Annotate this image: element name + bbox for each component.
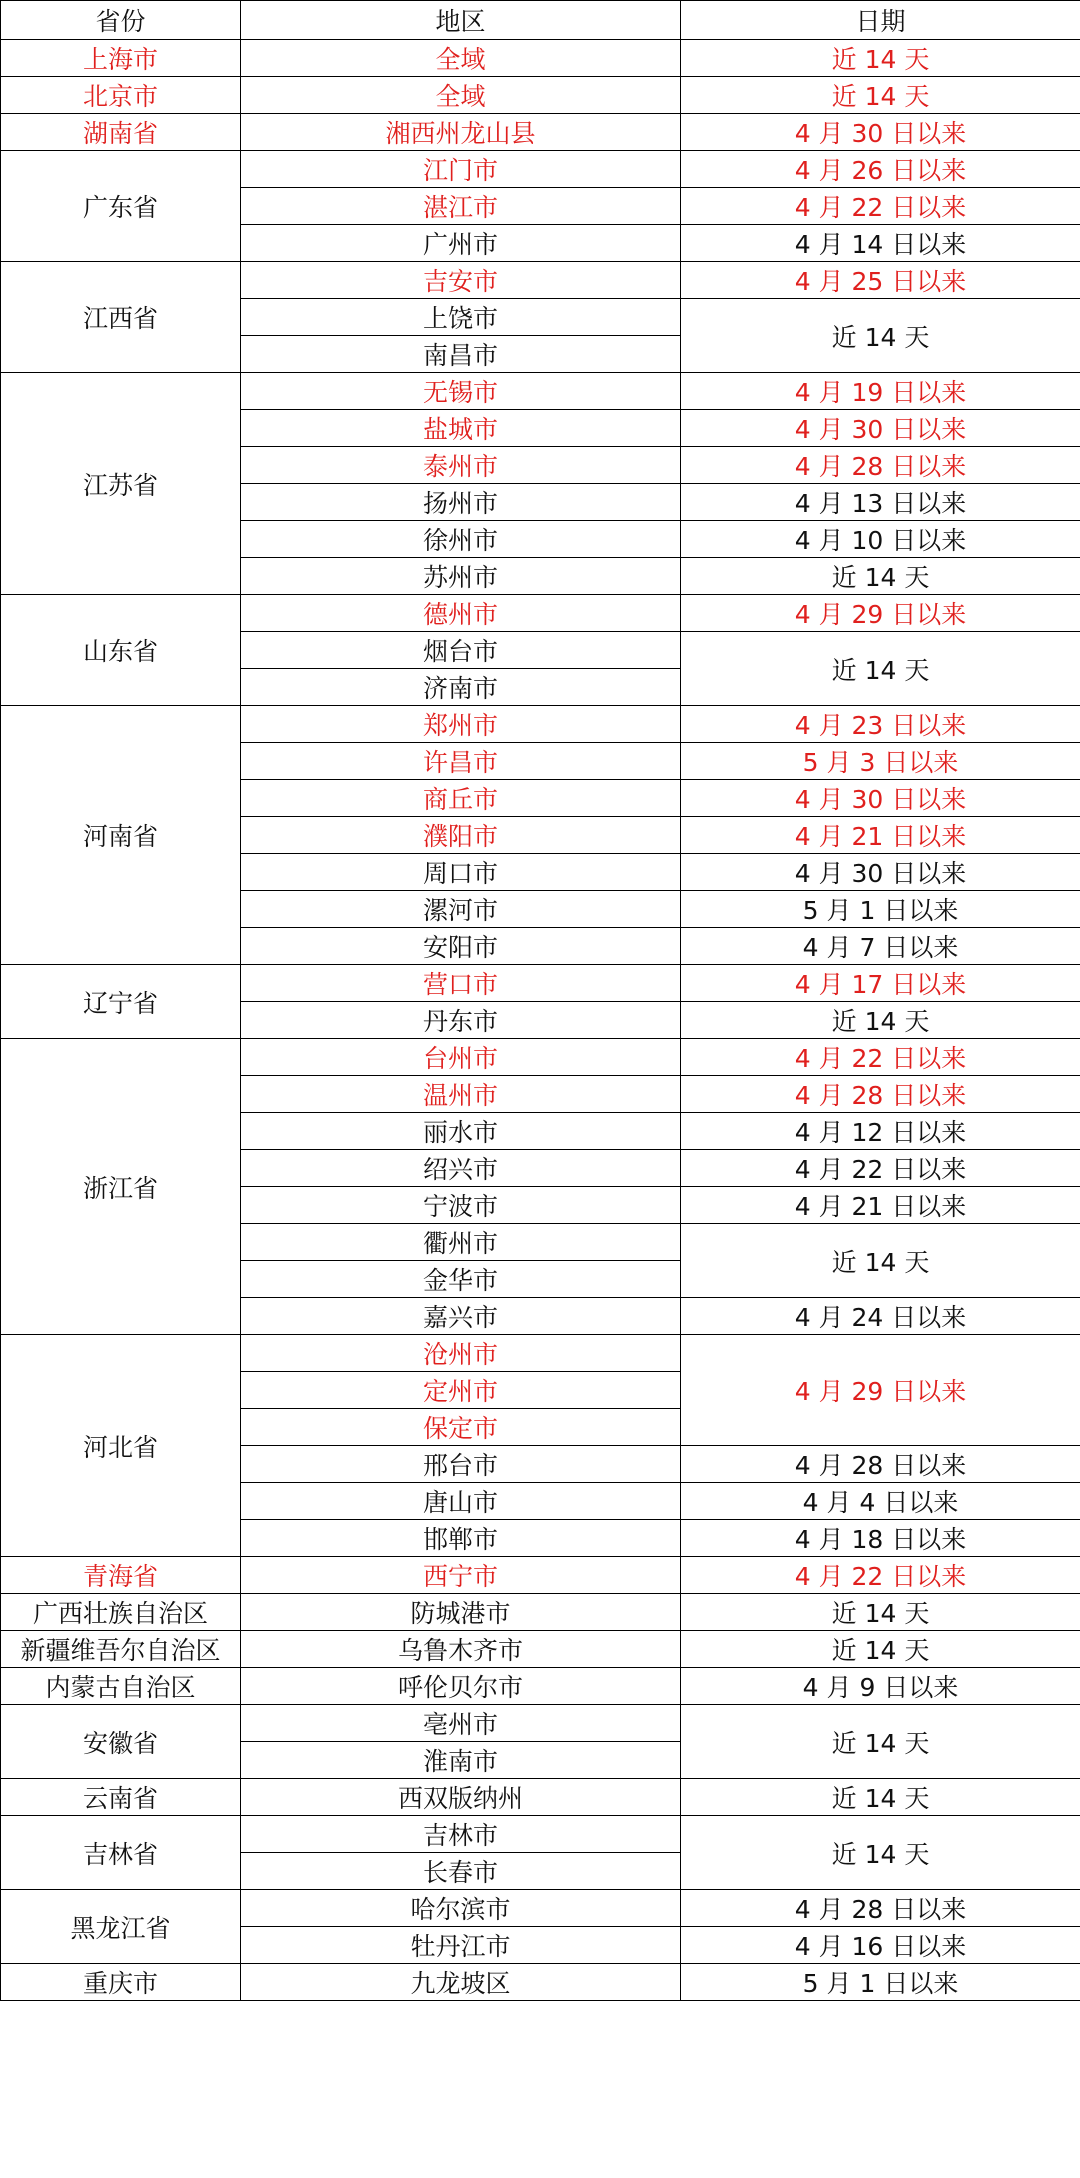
area-cell: 长春市 xyxy=(241,1853,681,1890)
area-cell: 苏州市 xyxy=(241,558,681,595)
table-row xyxy=(1,1335,1080,1372)
date-cell: 4 月 23 日以来 xyxy=(681,706,1080,743)
date-cell: 近 14 天 xyxy=(681,77,1080,114)
area-cell: 泰州市 xyxy=(241,447,681,484)
date-cell: 4 月 30 日以来 xyxy=(681,780,1080,817)
date-cell: 4 月 22 日以来 xyxy=(681,1557,1080,1594)
date-cell: 4 月 30 日以来 xyxy=(681,854,1080,891)
header-province: 省份 xyxy=(1,1,241,40)
province-cell: 重庆市 xyxy=(1,1964,241,2001)
area-cell: 吉林市 xyxy=(241,1816,681,1853)
area-cell: 唐山市 xyxy=(241,1483,681,1520)
area-cell: 乌鲁木齐市 xyxy=(241,1631,681,1668)
province-cell: 广西壮族自治区 xyxy=(1,1594,241,1631)
province-cell: 云南省 xyxy=(1,1779,241,1816)
date-cell: 4 月 16 日以来 xyxy=(681,1927,1080,1964)
date-cell: 4 月 28 日以来 xyxy=(681,447,1080,484)
area-cell: 扬州市 xyxy=(241,484,681,521)
table-row xyxy=(1,965,1080,1002)
date-cell: 4 月 29 日以来 xyxy=(681,595,1080,632)
area-cell: 无锡市 xyxy=(241,373,681,410)
area-cell: 温州市 xyxy=(241,1076,681,1113)
table-header xyxy=(1,1,1080,40)
table-row xyxy=(1,1890,1080,1927)
area-cell: 郑州市 xyxy=(241,706,681,743)
date-cell: 4 月 17 日以来 xyxy=(681,965,1080,1002)
area-cell: 江门市 xyxy=(241,151,681,188)
date-cell: 近 14 天 xyxy=(681,1224,1080,1298)
table-row xyxy=(1,151,1080,188)
date-cell: 4 月 22 日以来 xyxy=(681,1150,1080,1187)
province-cell: 浙江省 xyxy=(1,1039,241,1335)
table-row xyxy=(1,1557,1080,1594)
area-cell: 西宁市 xyxy=(241,1557,681,1594)
date-cell: 4 月 28 日以来 xyxy=(681,1446,1080,1483)
date-cell: 近 14 天 xyxy=(681,1705,1080,1779)
table-row xyxy=(1,77,1080,114)
area-cell: 保定市 xyxy=(241,1409,681,1446)
date-cell: 近 14 天 xyxy=(681,299,1080,373)
area-cell: 商丘市 xyxy=(241,780,681,817)
area-cell: 湛江市 xyxy=(241,188,681,225)
date-cell: 近 14 天 xyxy=(681,632,1080,706)
area-cell: 西双版纳州 xyxy=(241,1779,681,1816)
area-cell: 嘉兴市 xyxy=(241,1298,681,1335)
table-row xyxy=(1,1964,1080,2001)
date-cell: 4 月 30 日以来 xyxy=(681,114,1080,151)
area-cell: 衢州市 xyxy=(241,1224,681,1261)
area-cell: 济南市 xyxy=(241,669,681,706)
area-cell: 周口市 xyxy=(241,854,681,891)
table-row xyxy=(1,373,1080,410)
province-cell: 河北省 xyxy=(1,1335,241,1557)
area-cell: 安阳市 xyxy=(241,928,681,965)
province-cell: 河南省 xyxy=(1,706,241,965)
area-cell: 许昌市 xyxy=(241,743,681,780)
area-cell: 邯郸市 xyxy=(241,1520,681,1557)
province-cell: 吉林省 xyxy=(1,1816,241,1890)
area-cell: 丽水市 xyxy=(241,1113,681,1150)
area-cell: 台州市 xyxy=(241,1039,681,1076)
province-cell: 上海市 xyxy=(1,40,241,77)
date-cell: 近 14 天 xyxy=(681,1002,1080,1039)
date-cell: 近 14 天 xyxy=(681,1816,1080,1890)
area-cell: 呼伦贝尔市 xyxy=(241,1668,681,1705)
area-cell: 德州市 xyxy=(241,595,681,632)
table-row xyxy=(1,595,1080,632)
header-area: 地区 xyxy=(241,1,681,40)
table-row xyxy=(1,1779,1080,1816)
date-cell: 4 月 12 日以来 xyxy=(681,1113,1080,1150)
date-cell: 4 月 22 日以来 xyxy=(681,1039,1080,1076)
table-row xyxy=(1,706,1080,743)
date-cell: 4 月 24 日以来 xyxy=(681,1298,1080,1335)
date-cell: 4 月 22 日以来 xyxy=(681,188,1080,225)
province-cell: 辽宁省 xyxy=(1,965,241,1039)
table-row xyxy=(1,114,1080,151)
date-cell: 4 月 29 日以来 xyxy=(681,1335,1080,1446)
date-cell: 5 月 3 日以来 xyxy=(681,743,1080,780)
date-cell: 5 月 1 日以来 xyxy=(681,1964,1080,2001)
province-cell: 江苏省 xyxy=(1,373,241,595)
date-cell: 4 月 21 日以来 xyxy=(681,817,1080,854)
date-cell: 近 14 天 xyxy=(681,1631,1080,1668)
area-cell: 淮南市 xyxy=(241,1742,681,1779)
table-row xyxy=(1,1816,1080,1853)
area-cell: 吉安市 xyxy=(241,262,681,299)
date-cell: 4 月 13 日以来 xyxy=(681,484,1080,521)
area-cell: 盐城市 xyxy=(241,410,681,447)
date-cell: 4 月 7 日以来 xyxy=(681,928,1080,965)
area-cell: 丹东市 xyxy=(241,1002,681,1039)
province-cell: 青海省 xyxy=(1,1557,241,1594)
area-cell: 漯河市 xyxy=(241,891,681,928)
area-cell: 宁波市 xyxy=(241,1187,681,1224)
area-cell: 湘西州龙山县 xyxy=(241,114,681,151)
area-cell: 定州市 xyxy=(241,1372,681,1409)
date-cell: 4 月 28 日以来 xyxy=(681,1890,1080,1927)
table-row xyxy=(1,1631,1080,1668)
area-cell: 全域 xyxy=(241,40,681,77)
date-cell: 4 月 9 日以来 xyxy=(681,1668,1080,1705)
date-cell: 4 月 25 日以来 xyxy=(681,262,1080,299)
area-cell: 亳州市 xyxy=(241,1705,681,1742)
table-row xyxy=(1,1705,1080,1742)
date-cell: 4 月 19 日以来 xyxy=(681,373,1080,410)
area-cell: 徐州市 xyxy=(241,521,681,558)
area-cell: 沧州市 xyxy=(241,1335,681,1372)
province-cell: 新疆维吾尔自治区 xyxy=(1,1631,241,1668)
table-row xyxy=(1,262,1080,299)
area-cell: 上饶市 xyxy=(241,299,681,336)
date-cell: 4 月 10 日以来 xyxy=(681,521,1080,558)
province-cell: 江西省 xyxy=(1,262,241,373)
table-row xyxy=(1,1039,1080,1076)
area-cell: 绍兴市 xyxy=(241,1150,681,1187)
table-row xyxy=(1,1594,1080,1631)
table-body xyxy=(1,40,1080,2001)
date-cell: 4 月 28 日以来 xyxy=(681,1076,1080,1113)
date-cell: 近 14 天 xyxy=(681,558,1080,595)
area-cell: 营口市 xyxy=(241,965,681,1002)
area-cell: 南昌市 xyxy=(241,336,681,373)
province-cell: 广东省 xyxy=(1,151,241,262)
date-cell: 近 14 天 xyxy=(681,1779,1080,1816)
area-cell: 九龙坡区 xyxy=(241,1964,681,2001)
province-cell: 黑龙江省 xyxy=(1,1890,241,1964)
province-cell: 山东省 xyxy=(1,595,241,706)
date-cell: 4 月 26 日以来 xyxy=(681,151,1080,188)
area-cell: 防城港市 xyxy=(241,1594,681,1631)
date-cell: 5 月 1 日以来 xyxy=(681,891,1080,928)
date-cell: 4 月 30 日以来 xyxy=(681,410,1080,447)
date-cell: 4 月 14 日以来 xyxy=(681,225,1080,262)
area-cell: 烟台市 xyxy=(241,632,681,669)
table-row xyxy=(1,40,1080,77)
date-cell: 4 月 21 日以来 xyxy=(681,1187,1080,1224)
header-date: 日期 xyxy=(681,1,1080,40)
area-cell: 哈尔滨市 xyxy=(241,1890,681,1927)
table-row xyxy=(1,1668,1080,1705)
area-cell: 金华市 xyxy=(241,1261,681,1298)
province-cell: 湖南省 xyxy=(1,114,241,151)
province-cell: 北京市 xyxy=(1,77,241,114)
area-cell: 邢台市 xyxy=(241,1446,681,1483)
area-cell: 濮阳市 xyxy=(241,817,681,854)
date-cell: 4 月 4 日以来 xyxy=(681,1483,1080,1520)
date-cell: 近 14 天 xyxy=(681,1594,1080,1631)
area-cell: 广州市 xyxy=(241,225,681,262)
area-cell: 全域 xyxy=(241,77,681,114)
date-cell: 4 月 18 日以来 xyxy=(681,1520,1080,1557)
date-cell: 近 14 天 xyxy=(681,40,1080,77)
area-cell: 牡丹江市 xyxy=(241,1927,681,1964)
province-cell: 内蒙古自治区 xyxy=(1,1668,241,1705)
province-cell: 安徽省 xyxy=(1,1705,241,1779)
header-row xyxy=(1,1,1080,40)
